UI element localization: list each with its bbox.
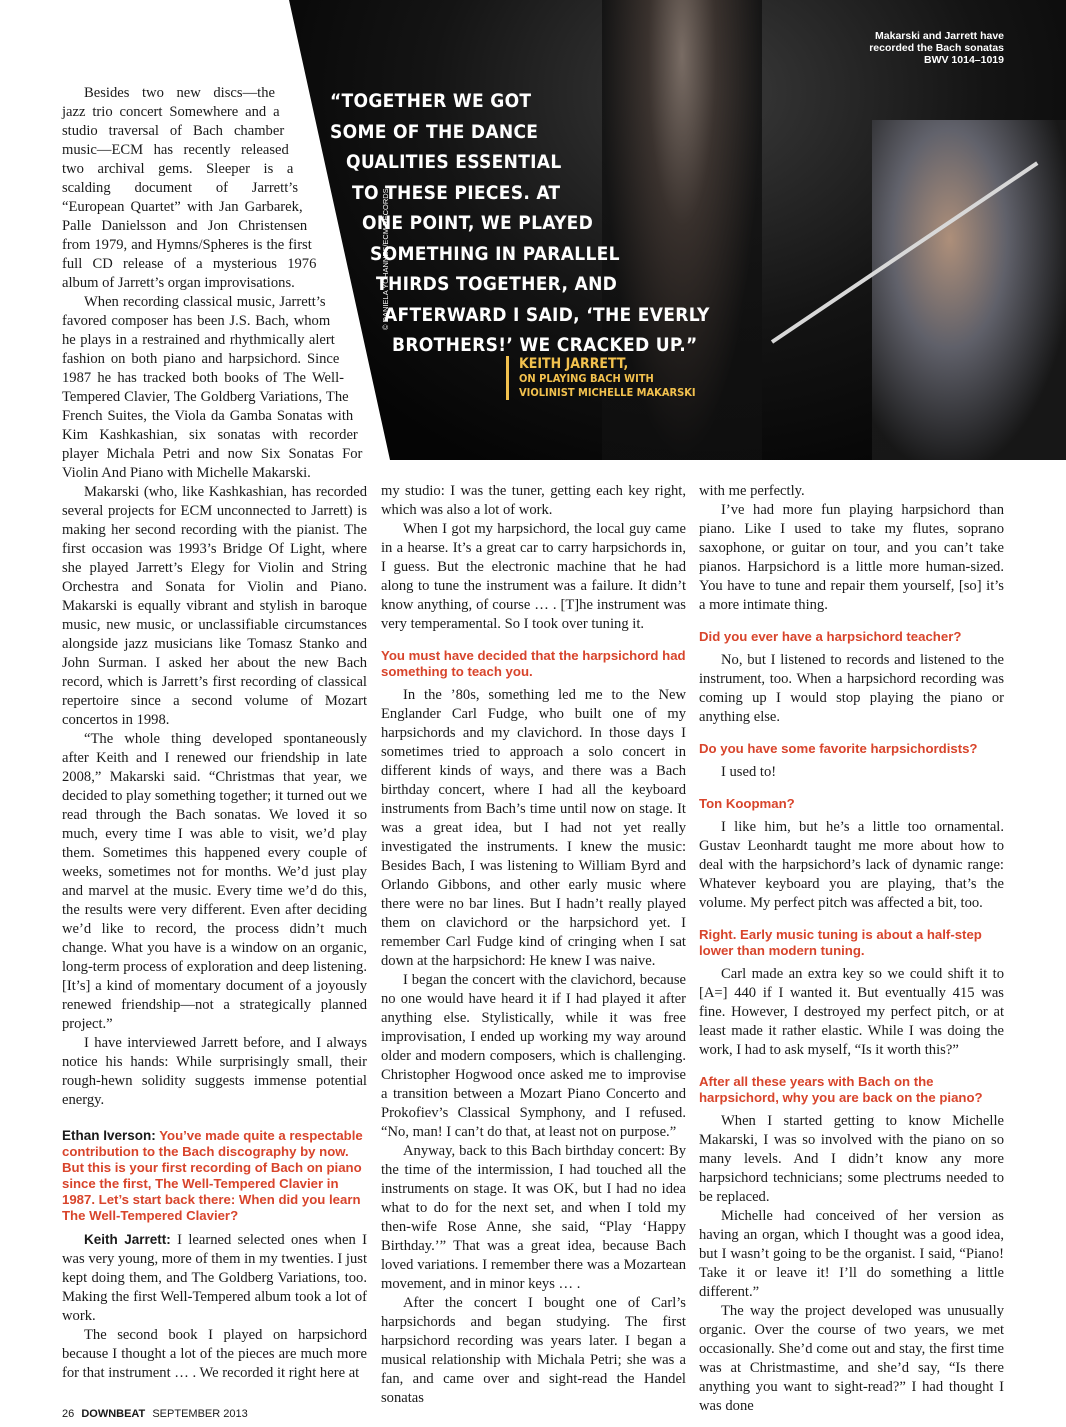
attribution-name: KEITH JARRETT, xyxy=(519,356,629,372)
pull-quote-line: TO THESE PIECES. AT xyxy=(352,181,561,204)
photo-credit: © DANIELA YOHANNES/ECM RECORDS xyxy=(381,188,390,330)
paragraph: I have interviewed Jarrett before, and I always notice his hands: While surprisingly small, their rough-hewn solidity suggests immense potential energy. xyxy=(62,1035,367,1108)
pull-quote-line: SOME OF THE DANCE xyxy=(330,120,539,143)
interview-question: Right. Early music tuning is about a half-step lower than modern tuning. xyxy=(699,927,982,958)
interview-question xyxy=(62,1128,367,1224)
paragraph-text: I learned selected ones when I was very young, more of them in my twenties. I just kept doing them, and The Goldberg Variations, too. Making the first Well-Tempered album took a lot of work. xyxy=(62,1232,367,1324)
quote-attribution xyxy=(506,356,696,400)
interview-question: After all these years with Bach on the harpsichord, why you are back on the piano? xyxy=(699,1074,983,1105)
paragraph: I used to! xyxy=(721,764,777,780)
paragraph: Anyway, back to this Bach birthday concert: By the time of the intermission, I had touched all the instruments on stage. It was OK, but I had no idea what to do for the next set, and when I told my then-wife Rose Anne, she said, “Play ‘Happy Birthday.’” That was a great idea, because Bach loved variations. I remember there was a Mozartean movement, and in minor keys … . xyxy=(381,1143,686,1292)
pull-quote-line: ONE POINT, WE PLAYED xyxy=(362,212,594,234)
pianist-figure xyxy=(872,120,1066,460)
pull-quote-line: AFTERWARD I SAID, ‘THE EVERLY xyxy=(384,303,710,326)
paragraph: No, but I listened to records and listened to the instrument, too. When a harpsichord recording was coming up I would stop playing the piano or anything else. xyxy=(699,652,1004,725)
article-column-2 xyxy=(381,482,686,1408)
attribution-title: VIOLINIST MICHELLE MAKARSKI xyxy=(519,386,696,399)
paragraph: my studio: I was the tuner, getting each key right, which was also a lot of work. xyxy=(381,483,686,518)
interview-answer xyxy=(62,1230,367,1326)
paragraph: The second book I played on harpsichord because I thought a lot of the pieces are much more for that instrument … . We recorded it right here at xyxy=(62,1327,367,1381)
paragraph: Besides two new discs—the jazz trio concert Somewhere and a studio traversal of Bach chamber music—ECM has recently released two archival gems. Sleeper is a scalding document of Jarrett’s “European Quartet” with Jan Garbarek, Palle Danielsson and Jon Christensen from 1979, and Hymns/Spheres is the first full CD release of a mysterious 1976 album of Jarrett’s organ improvisations. xyxy=(62,85,317,291)
page-footer xyxy=(62,1408,248,1420)
pull-quote xyxy=(330,86,710,361)
article-column-1 xyxy=(62,84,367,1383)
photo-caption xyxy=(869,30,1004,66)
page-number: 26 xyxy=(62,1408,75,1420)
paragraph: I began the concert with the clavichord, because no one would have heard it if I had played it after anything else. Stylistically, while it was free improvisation, I ended up working my way around older and modern composers, which is challenging. Christopher Hogwood once asked me to improvise a transition between a Mozart Piano Concerto and Prokofiev’s Classical Symphony, and I refused. “No, man! I can’t do that, at least not on purpose.” xyxy=(381,972,686,1140)
interview-question: Did you ever have a harpsichord teacher? xyxy=(699,629,962,644)
speaker-name: Keith Jarrett: xyxy=(84,1232,171,1247)
interview-question: You must have decided that the harpsichord had something to teach you. xyxy=(381,648,686,679)
pull-quote-line: BROTHERS!’ WE CRACKED UP.” xyxy=(392,334,698,356)
paragraph: with me perfectly. xyxy=(699,483,805,499)
paragraph: I’ve had more fun playing harpsichord than piano. Like I used to take my flutes, soprano saxophone, or guitar on tour, and you can’t take pianos. Harpsichord is a little more human-sized. You have to tune and repair them yourself, [so] it’s a more intimate thing. xyxy=(699,502,1004,613)
caption-line: recorded the Bach sonatas xyxy=(869,42,1004,54)
paragraph: When recording classical music, Jarrett’s favored composer has been J.S. Bach, whom he plays in a restrained and rhythmically alert fashion on both piano and harpsichord. Since 1987 he has tracked both books of The Well-Tempered Clavier, The Goldberg Variations, The French Suites, the Viola da Gamba Sonatas with Kim Kashkashian, six sonatas with recorder player Michala Petri and now Six Sonatas For Violin And Piano with Michelle Makarski. xyxy=(62,294,363,481)
pull-quote-line: THIRDS TOGETHER, AND xyxy=(376,273,618,295)
paragraph-text: You’ve made quite a respectable contribution to the Bach discography by now. But this is your first recording of Bach on piano since the first, The Well-Tempered Clavier in 1987. Let’s start back there: When did you learn The Well-Tempered Clavier? xyxy=(62,1128,363,1223)
paragraph: The way the project developed was unusually organic. Over the course of two years, we met occasionally. She’d come out and stay, the first time was at Christmastime, and she’d say, “Is there anything you want to sight-read?” I had thought I was done xyxy=(699,1303,1004,1414)
paragraph: Makarski (who, like Kashkashian, has recorded several projects for ECM unconnected to Jarrett) is making her second recording with the pianist. The first occasion was 1993’s Bridge Of Light, where she played Jarrett’s Elegy for Violin and String Orchestra and Sonata for Violin and Piano. Makarski is equally vibrant and stylish in baroque music, new music, or unclassifiable circumstances alongside jazz musicians like Tomasz Stanko and John Surman. I asked her about the new Bach record, which is Jarrett’s first recording of classical repertoire since a second volume of Mozart concertos in 1998. xyxy=(62,484,367,728)
speaker-name: Ethan Iverson: xyxy=(62,1128,156,1143)
caption-line: BWV 1014–1019 xyxy=(924,54,1004,66)
paragraph: When I got my harpsichord, the local guy came in a hearse. It’s a great car to carry harpsichords in, I guess. But the electronic machine that he had along to tune the instrument was a failure. It didn’t know anything, of course … . [T]he instrument was very temperamental. So I took over tuning it. xyxy=(381,521,686,632)
pull-quote-line: QUALITIES ESSENTIAL xyxy=(346,151,562,173)
caption-line: Makarski and Jarrett have xyxy=(875,30,1004,42)
interview-question: Ton Koopman? xyxy=(699,796,795,811)
paragraph: Michelle had conceived of her version as having an organ, which I thought was a good idea, but I wasn’t going to be the organist. I said, “Piano! Take it or leave it! I’ll do something a little different.” xyxy=(699,1208,1004,1300)
pull-quote-line: “TOGETHER WE GOT xyxy=(330,90,532,112)
magazine-name: DOWNBEAT xyxy=(81,1408,146,1420)
paragraph: In the ’80s, something led me to the New Englander Carl Fudge, who built one of my harpsichords and my clavichord. In those days I sometimes tried to approach a solo concert in different kinds of ways, and there was a Bach birthday concert, where I had all the keyboard instruments from Bach’s time until now on stage. It was a great idea, but I had not yet really investigated the instruments. I knew the music: Besides Bach, I was listening to William Byrd and Orlando Gibbons, and other early music where there were no bar lines. But I hadn’t really played them on clavichord or the harpsichord yet. I remember Carl Fudge kind of cringing when I sat down at the harpsichord: He knew I was naive. xyxy=(381,687,686,969)
paragraph: When I started getting to know Michelle Makarski, I was so involved with the piano on so many levels. And I didn’t know any more harpsichord technicians; some plectrums needed to be replaced. xyxy=(699,1113,1004,1205)
paragraph: Carl made an extra key so we could shift it to [A=] 440 if I wanted it. But eventually 415 was fine. However, I destroyed my perfect pitch, or at least made it rather elastic. While I was doing the work, I had to ask myself, “Is it worth this?” xyxy=(699,966,1004,1058)
paragraph: “The whole thing developed spontaneously after Keith and I renewed our friendship in late 2008,” Makarski said. “Christmas that year, we decided to play something together; it turned out we read through the Bach sonatas. We loved it so much, every time I was able to visit, we’d play them. Sometimes this happened every couple of weeks, sometimes not for months. We’d just play and marvel at the music. Every time we’d do this, the results were very different. Even after deciding we’d like to record, the process didn’t much change. What you have is a window on an organic, long-term process of exploration and deep listening. [It’s] a kind of momentary document of a joyously renewed friendship—not a strategically planned project.” xyxy=(62,731,367,1032)
pull-quote-line: SOMETHING IN PARALLEL xyxy=(370,242,620,265)
interview-question: Do you have some favorite harpsichordists? xyxy=(699,741,978,756)
paragraph: After the concert I bought one of Carl’s harpsichords and began studying. The first harpsichord recording was years later. I began a musical relationship with Michala Petri; she was a fan, and came over and sight-read the Handel sonatas xyxy=(381,1295,686,1406)
paragraph: I like him, but he’s a little too ornamental. Gustav Leonhardt taught me more about how to deal with the harpsichord’s lack of dynamic range: Whatever keyboard you are playing, that’s the volume. My perfect pitch was affected a bit, too. xyxy=(699,819,1004,911)
article-column-3 xyxy=(699,482,1004,1416)
attribution-title: ON PLAYING BACH WITH xyxy=(519,372,654,385)
issue-date: SEPTEMBER 2013 xyxy=(152,1408,248,1420)
